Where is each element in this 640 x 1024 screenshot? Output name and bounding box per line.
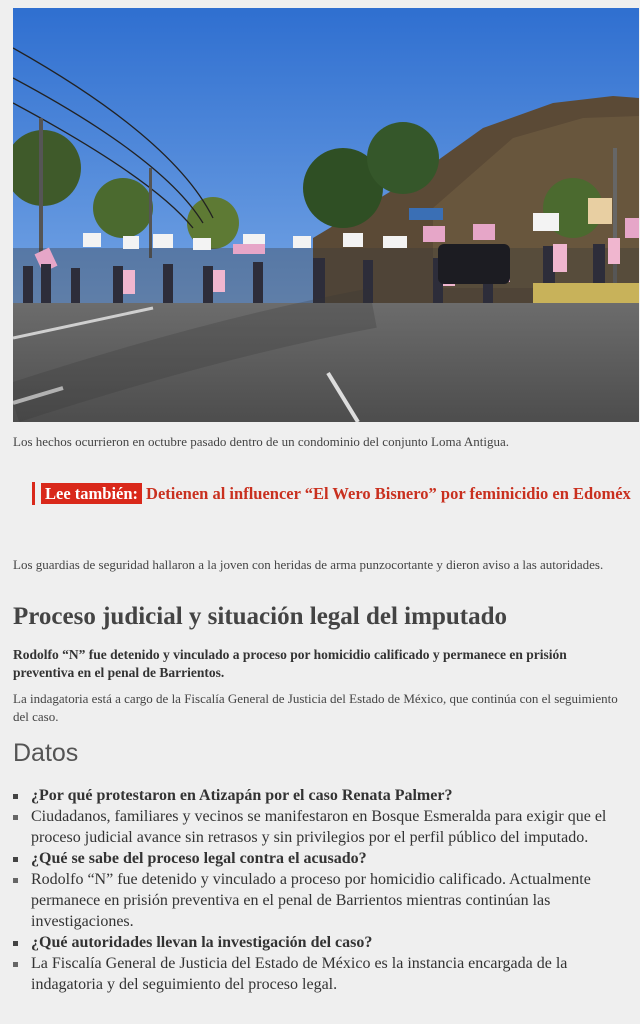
related-link[interactable]: Detienen al influencer “El Wero Bisnero” por feminicidio en Edoméx	[146, 484, 631, 503]
related-tag: Lee también:	[41, 483, 142, 504]
section-heading-proceso: Proceso judicial y situación legal del imputado	[13, 603, 507, 630]
faq-answer: Rodolfo “N” fue detenido y vinculado a proceso por homicidio calificado. Actualmente permanece en prisión preventiva en el penal de Barrientos mientras continúan las investigaciones.	[13, 869, 635, 932]
protest-photo	[13, 8, 639, 422]
bullet-icon	[13, 794, 18, 799]
faq-question: ¿Por qué protestaron en Atizapán por el caso Renata Palmer?	[13, 785, 635, 806]
faq-answer: Ciudadanos, familiares y vecinos se manifestaron en Bosque Esmeralda para exigir que el proceso judicial avance sin retrasos y sin privilegios por el perfil público del imputado.	[13, 806, 635, 848]
faq-question: ¿Qué se sabe del proceso legal contra el acusado?	[13, 848, 635, 869]
bullet-icon	[13, 941, 18, 946]
bullet-icon	[13, 857, 18, 862]
bullet-icon	[13, 962, 18, 967]
paragraph-fiscalia: La indagatoria está a cargo de la Fiscalía General de Justicia del Estado de México, que continúa con el seguimiento del caso.	[13, 691, 618, 724]
paragraph-guards: Los guardias de seguridad hallaron a la joven con heridas de arma punzocortante y dieron aviso a las autoridades.	[13, 557, 604, 572]
hero-photo	[13, 8, 639, 422]
section-heading-datos: Datos	[13, 739, 79, 767]
related-article[interactable]	[32, 482, 631, 505]
faq-answer: La Fiscalía General de Justicia del Estado de México es la instancia encargada de la indagatoria y del seguimiento del proceso legal.	[13, 953, 635, 995]
photo-caption: Los hechos ocurrieron en octubre pasado dentro de un condominio del conjunto Loma Antigua.	[13, 434, 510, 449]
bullet-icon	[13, 815, 18, 820]
faq-list	[13, 785, 635, 995]
section-lead: Rodolfo “N” fue detenido y vinculado a proceso por homicidio calificado y permanece en prisión preventiva en el penal de Barrientos.	[13, 647, 567, 680]
bullet-icon	[13, 878, 18, 883]
faq-question: ¿Qué autoridades llevan la investigación del caso?	[13, 932, 635, 953]
